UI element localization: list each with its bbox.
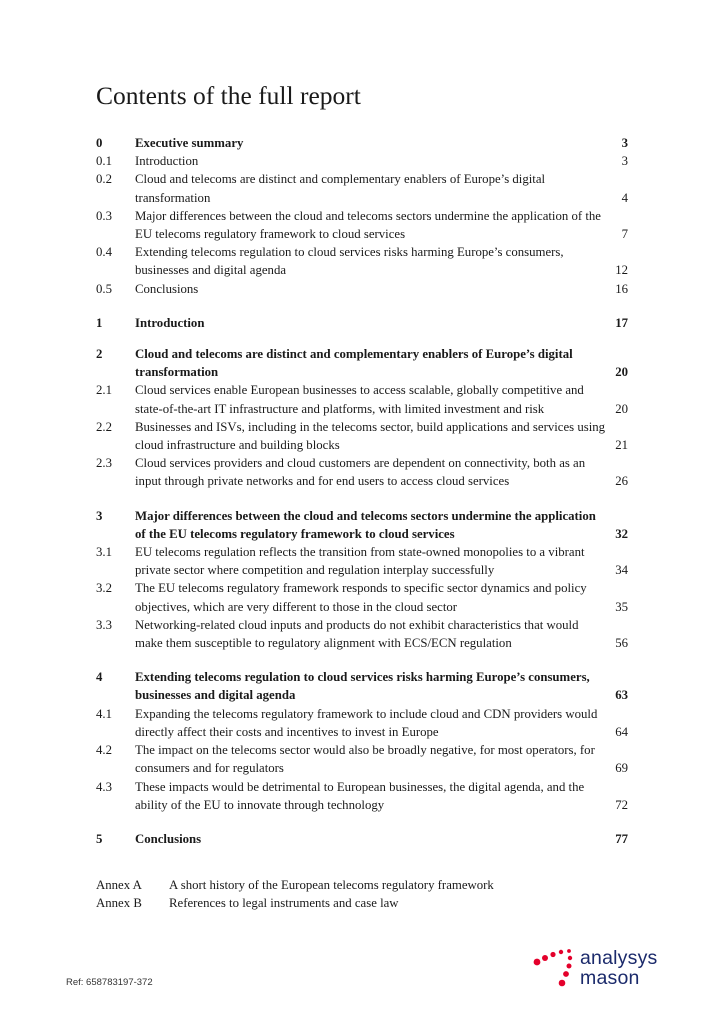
toc-section[interactable] (96, 507, 628, 543)
toc-number: 4.2 (96, 743, 112, 758)
table-of-contents (96, 134, 628, 848)
toc-number: 0.3 (96, 208, 112, 223)
toc-number: 0.4 (96, 245, 112, 260)
toc-title: Cloud and telecoms are distinct and complementary enablers of Europe’s digital transformation (135, 172, 546, 205)
toc-page-number: 20 (615, 401, 628, 416)
toc-number: 2 (96, 347, 103, 362)
toc-number: 2.1 (96, 383, 112, 398)
toc-number: 0.1 (96, 154, 112, 169)
toc-title: The impact on the telecoms sector would also be broadly negative, for most operators, for consumers and for regulators (135, 743, 595, 776)
toc-number: 0.2 (96, 172, 112, 187)
toc-title: Cloud services enable European businesses to access scalable, globally competitive and state-of-the-art IT infrastructure and platforms, with limited investment and risk (135, 383, 584, 416)
logo-line-2: mason (580, 967, 640, 989)
toc-subsection[interactable] (96, 741, 628, 777)
annex-item[interactable] (96, 876, 494, 894)
toc-title: EU telecoms regulation reflects the transition from state-owned monopolies to a vibrant private sector where competition and regulation interplay successfully (135, 545, 585, 578)
toc-section[interactable] (96, 134, 628, 152)
toc-number: 2.2 (96, 419, 112, 434)
logo-line-1: analysys (580, 947, 658, 969)
toc-page-number: 16 (615, 281, 628, 296)
toc-section[interactable] (96, 345, 628, 381)
toc-page-number: 69 (615, 761, 628, 776)
annex-title: A short history of the European telecoms regulatory framework (169, 878, 494, 892)
toc-subsection[interactable] (96, 207, 628, 243)
toc-title: Major differences between the cloud and telecoms sectors undermine the application of the EU telecoms regulatory framework to cloud services (135, 208, 601, 242)
annex-label: Annex B (96, 896, 142, 910)
toc-page-number: 20 (615, 365, 628, 380)
toc-title: Businesses and ISVs, including in the telecoms sector, build applications and services using cloud infrastructure and building blocks (135, 419, 606, 453)
toc-section[interactable] (96, 314, 628, 332)
toc-page-number: 35 (615, 599, 628, 614)
toc-subsection[interactable] (96, 280, 628, 298)
toc-page-number: 63 (615, 688, 628, 703)
toc-number: 0 (96, 136, 103, 150)
toc-subsection[interactable] (96, 616, 628, 652)
toc-subsection[interactable] (96, 778, 628, 814)
toc-title: These impacts would be detrimental to European businesses, the digital agenda, and the ability of the EU to innovate through technology (135, 779, 585, 812)
toc-page-number: 77 (615, 831, 628, 846)
toc-title: Extending telecoms regulation to cloud services risks harming Europe’s consumers, businesses and digital agenda (135, 245, 564, 278)
toc-page-number: 34 (615, 563, 628, 578)
toc-subsection[interactable] (96, 152, 628, 170)
toc-page-number: 72 (615, 797, 628, 812)
toc-title: Extending telecoms regulation to cloud services risks harming Europe’s consumers, businesses and digital agenda (135, 670, 590, 703)
toc-subsection[interactable] (96, 454, 628, 490)
toc-title: Major differences between the cloud and telecoms sectors undermine the application of the EU telecoms regulatory framework to cloud services (135, 508, 596, 541)
page-title: Contents of the full report (96, 81, 361, 110)
toc-number: 0.5 (96, 281, 112, 296)
toc-title: Executive summary (135, 136, 244, 150)
toc-page-number: 64 (615, 724, 628, 739)
toc-title: Cloud services providers and cloud customers are dependent on connectivity, both as an input through private networks and for end users to access cloud services (135, 456, 586, 489)
logo-wordmark (580, 948, 657, 988)
toc-title: Conclusions (135, 281, 199, 296)
toc-page-number: 32 (615, 526, 628, 541)
toc-page-number: 4 (621, 190, 628, 205)
toc-page-number: 3 (621, 136, 628, 150)
toc-section[interactable] (96, 830, 628, 848)
toc-subsection[interactable] (96, 418, 628, 454)
toc-title: Introduction (135, 154, 199, 169)
toc-title: Networking-related cloud inputs and products do not exhibit characteristics that would make them susceptible to regulatory alignment with ECS/ECN regulation (135, 617, 579, 651)
annex-label: Annex A (96, 878, 142, 892)
toc-subsection[interactable] (96, 243, 628, 279)
toc-title: Cloud and telecoms are distinct and complementary enablers of Europe’s digital transformation (135, 347, 573, 380)
toc-page-number: 3 (621, 154, 628, 169)
toc-number: 1 (96, 315, 103, 330)
toc-title: Conclusions (135, 831, 202, 846)
toc-subsection[interactable] (96, 543, 628, 579)
toc-title: Expanding the telecoms regulatory framework to include cloud and CDN providers would directly affect their costs and incentives to invest in Europe (135, 706, 598, 739)
toc-subsection[interactable] (96, 705, 628, 741)
toc-page-number: 21 (615, 438, 628, 453)
document-reference: Ref: 658783197-372 (66, 977, 153, 988)
toc-title: The EU telecoms regulatory framework responds to specific sector dynamics and policy objectives, which are very different to those in the cloud sector (135, 581, 587, 614)
analysys-mason-logo (532, 948, 672, 994)
toc-number: 4.3 (96, 779, 112, 794)
toc-page-number: 17 (615, 315, 628, 330)
toc-number: 4 (96, 670, 103, 685)
annex-item[interactable] (96, 894, 494, 912)
toc-subsection[interactable] (96, 170, 628, 206)
toc-number: 5 (96, 831, 103, 846)
toc-subsection[interactable] (96, 579, 628, 615)
toc-title: Introduction (135, 315, 205, 330)
toc-number: 4.1 (96, 706, 112, 721)
toc-number: 2.3 (96, 456, 112, 471)
toc-page-number: 56 (615, 636, 628, 651)
toc-section[interactable] (96, 668, 628, 704)
logo-dots-icon (532, 948, 578, 994)
annex-title: References to legal instruments and case law (169, 896, 399, 910)
toc-number: 3 (96, 508, 103, 523)
toc-subsection[interactable] (96, 381, 628, 417)
annex-list (96, 876, 494, 912)
toc-number: 3.1 (96, 545, 112, 560)
toc-page-number: 26 (615, 474, 628, 489)
toc-number: 3.2 (96, 581, 112, 596)
toc-number: 3.3 (96, 617, 112, 632)
toc-page-number: 12 (615, 263, 628, 278)
toc-page-number: 7 (621, 227, 628, 242)
